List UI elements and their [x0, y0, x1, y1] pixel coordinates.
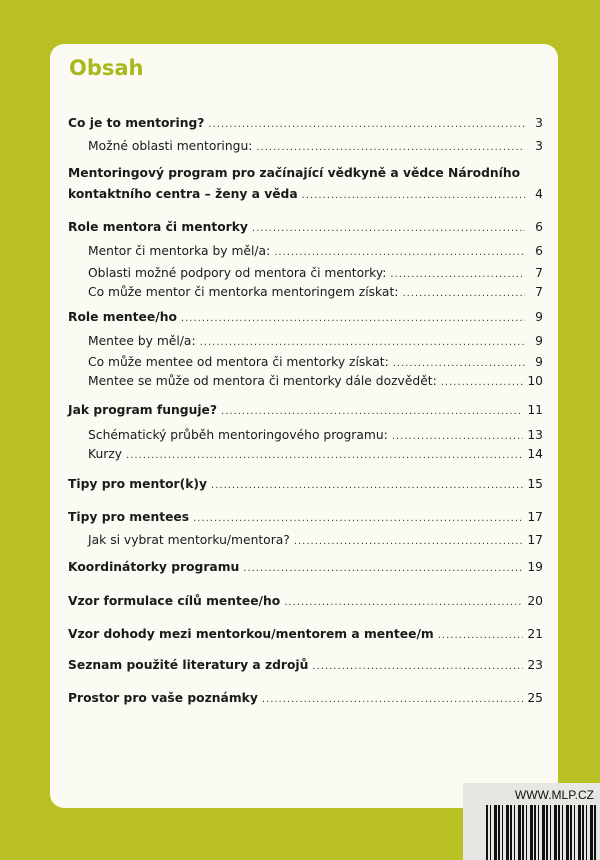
dot-leader: [193, 513, 523, 524]
toc-entry-page: 17: [527, 510, 543, 524]
toc-entry-page: 7: [535, 266, 543, 280]
toc-entry[interactable]: [68, 116, 543, 132]
toc-entry[interactable]: [88, 139, 543, 155]
toc-entry-page: 25: [527, 691, 543, 705]
toc-entry-label: Jak program funguje?: [68, 403, 218, 417]
toc-entry[interactable]: [68, 477, 543, 493]
dot-leader: [262, 694, 524, 705]
dot-leader: [284, 597, 523, 608]
toc-entry-page: 14: [527, 447, 543, 461]
dot-leader: [441, 377, 524, 388]
toc-entry-page: 9: [535, 355, 543, 369]
dot-leader: [402, 288, 525, 299]
dot-leader: [274, 247, 525, 258]
toc-entry-label: kontaktního centra – ženy a věda: [68, 187, 298, 201]
toc-entry[interactable]: [68, 594, 543, 610]
toc-entry-page: 10: [527, 374, 543, 388]
toc-entry[interactable]: [68, 403, 543, 419]
toc-entry-page: 20: [527, 594, 543, 608]
barcode-icon: [486, 805, 598, 860]
dot-leader: [438, 630, 524, 641]
dot-leader: [221, 406, 523, 417]
dot-leader: [211, 480, 523, 491]
toc-entry-label: Tipy pro mentor(k)y: [68, 477, 208, 491]
toc-entry-label: Vzor formulace cílů mentee/ho: [68, 594, 281, 608]
toc-entry-label: Vzor dohody mezi mentorkou/mentorem a mentee/m: [68, 627, 434, 641]
toc-entry[interactable]: [88, 285, 543, 301]
toc-entry-label: Schématický průběh mentoringového programu:: [88, 428, 388, 442]
toc-entry-page: 3: [535, 116, 543, 130]
toc-entry-page: 23: [527, 658, 543, 672]
dot-leader: [252, 223, 525, 234]
dot-leader: [302, 190, 525, 201]
toc-entry-page: 6: [535, 220, 543, 234]
toc-entry-label: Možné oblasti mentoringu:: [88, 139, 253, 153]
toc-entry-page: 19: [527, 560, 543, 574]
toc-entry-page: 21: [527, 627, 543, 641]
toc-entry[interactable]: [88, 447, 543, 463]
dot-leader: [390, 269, 525, 280]
toc-entry[interactable]: [88, 428, 543, 444]
toc-entry[interactable]: [68, 560, 543, 576]
toc-entry-label: Role mentora či mentorky: [68, 220, 248, 234]
toc-entry[interactable]: [88, 533, 543, 549]
toc-entry-label: Prostor pro vaše poznámky: [68, 691, 258, 705]
dot-leader: [312, 661, 523, 672]
toc-entry-label: Mentor či mentorka by měl/a:: [88, 244, 271, 258]
toc-entry-label: Jak si vybrat mentorku/mentora?: [88, 533, 290, 547]
toc-entry-label: Role mentee/ho: [68, 310, 177, 324]
dot-leader: [126, 450, 523, 461]
toc-entry-label: Co je to mentoring?: [68, 116, 205, 130]
dot-leader: [181, 313, 525, 324]
toc-entry-label: Co může mentee od mentora či mentorky získat:: [88, 355, 389, 369]
toc-entry-label: Mentee by měl/a:: [88, 334, 196, 348]
toc-entry-page: 4: [535, 187, 543, 201]
toc-entry[interactable]: [68, 510, 543, 526]
dot-leader: [200, 337, 525, 348]
dot-leader: [243, 563, 523, 574]
dot-leader: [392, 431, 524, 442]
toc-entry-label: Kurzy: [88, 447, 123, 461]
toc-entry[interactable]: [68, 691, 543, 707]
toc-entry-label: Tipy pro mentees: [68, 510, 190, 524]
contents-panel: [50, 44, 558, 808]
dot-leader: [256, 142, 525, 153]
barcode-sticker: [463, 783, 600, 860]
toc-entry-page: 7: [535, 285, 543, 299]
toc-entry-page: 13: [527, 428, 543, 442]
toc-entry-page: 9: [535, 334, 543, 348]
toc-entry[interactable]: [68, 187, 543, 203]
toc-entry-page: 17: [527, 533, 543, 547]
toc-entry-label: Mentee se může od mentora či mentorky dále dozvědět:: [88, 374, 437, 388]
toc-entry[interactable]: [88, 266, 543, 282]
toc-entry-page: 9: [535, 310, 543, 324]
toc-entry-label: Koordinátorky programu: [68, 560, 240, 574]
toc-entry-label: Co může mentor či mentorka mentoringem získat:: [88, 285, 399, 299]
page-title: Obsah: [69, 56, 144, 80]
dot-leader: [294, 536, 524, 547]
toc-entry[interactable]: [88, 334, 543, 350]
dot-leader: [393, 358, 525, 369]
toc-entry[interactable]: [88, 374, 543, 390]
toc-entry[interactable]: [88, 355, 543, 371]
dot-leader: [208, 119, 525, 130]
sticker-url: WWW.MLP.CZ: [514, 788, 594, 802]
toc-entry[interactable]: [68, 627, 543, 643]
toc-entry-page: 11: [527, 403, 543, 417]
toc-entry[interactable]: [68, 658, 543, 674]
toc-entry-label: Oblasti možné podpory od mentora či mentorky:: [88, 266, 387, 280]
toc-entry-page: 3: [535, 139, 543, 153]
toc-entry[interactable]: [68, 220, 543, 236]
toc-entry[interactable]: [68, 310, 543, 326]
toc-entry[interactable]: [88, 244, 543, 260]
toc-entry-label: Seznam použité literatury a zdrojů: [68, 658, 309, 672]
toc-entry-page: 15: [527, 477, 543, 491]
toc-entry-page: 6: [535, 244, 543, 258]
toc-entry-line1: Mentoringový program pro začínající vědkyně a vědce Národního: [68, 166, 521, 180]
